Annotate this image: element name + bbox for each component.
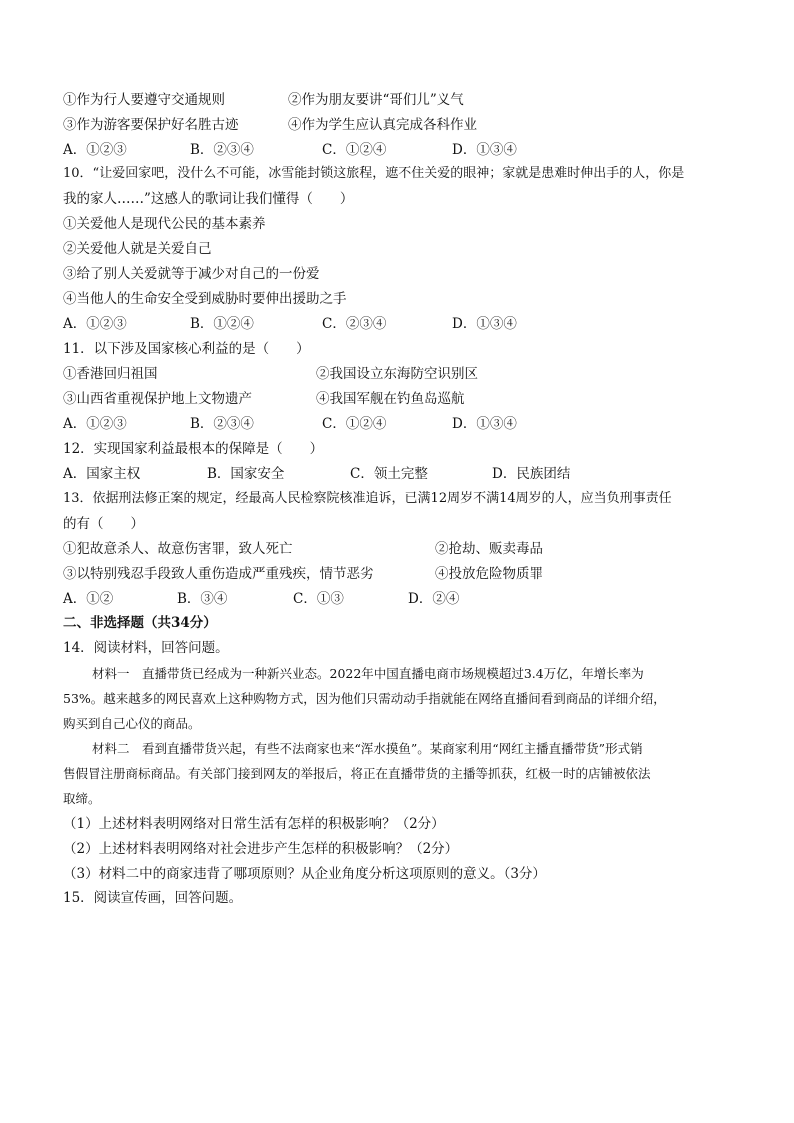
q9-choice-d: D．①③④ [452, 142, 517, 158]
q14-material1-line2: 53%。越来越多的网民喜欢上这种购物方式，因为他们只需动动手指就能在网络直播间看到商品的详细介绍， [63, 691, 666, 706]
q10-statement-1: ①关爱他人是现代公民的基本素养 [63, 216, 266, 232]
q11-option-4: ④我国军舰在钓鱼岛巡航 [316, 391, 465, 407]
q10-statement-3: ③给了别人关爱就等于减少对自己的一份爱 [63, 266, 320, 282]
q10-choice-a: A．①②③ [63, 316, 127, 332]
q11-choice-a: A．①②③ [63, 416, 127, 432]
q11-choice-b: B．②③④ [190, 416, 254, 432]
q13-stem-line1: 13．依据刑法修正案的规定，经最高人民检察院核准追诉，已满12周岁不满14周岁的人，应当负刑事责任 [63, 491, 672, 506]
q11-choice-c: C．①②④ [322, 416, 387, 432]
q11-option-3: ③山西省重视保护地上文物遗产 [63, 391, 252, 407]
q10-choice-c: C．②③④ [322, 316, 387, 332]
q10-stem-line1: 10．“让爱回家吧，没什么不可能，冰雪能封锁这旅程，遮不住关爱的眼神；家就是患难时伸出手的人，你是 [63, 166, 685, 181]
q11-option-2: ②我国设立东海防空识别区 [316, 366, 478, 382]
q9-choice-c: C．①②④ [322, 142, 387, 158]
q14-stem: 14．阅读材料，回答问题。 [63, 640, 229, 656]
q14-subquestion-2: （2）上述材料表明网络对社会进步产生怎样的积极影响？（2分） [63, 841, 459, 857]
q10-stem-line2: 我的家人……”这感人的歌词让我们懂得（ ） [63, 191, 354, 207]
q10-choice-d: D．①③④ [452, 316, 517, 332]
q12-stem: 12．实现国家利益最根本的保障是（ ） [63, 441, 324, 457]
q13-choice-d: D．②④ [408, 591, 460, 607]
q9-option-4: ④作为学生应认真完成各科作业 [288, 117, 477, 133]
q14-material1-line3: 购买到自己心仪的商品。 [63, 716, 201, 731]
q14-subquestion-3: （3）材料二中的商家违背了哪项原则？从企业角度分析这项原则的意义。（3分） [63, 866, 546, 882]
q12-choice-b: B．国家安全 [207, 466, 285, 482]
q9-option-2: ②作为朋友要讲“哥们儿”义气 [288, 92, 464, 108]
q14-subquestion-1: （1）上述材料表明网络对日常生活有怎样的积极影响？（2分） [63, 816, 445, 832]
q10-choice-b: B．①②④ [190, 316, 254, 332]
q13-stem-line2: 的有（ ） [63, 516, 144, 532]
q13-option-3: ③以特别残忍手段致人重伤造成严重残疾，情节恶劣 [63, 566, 374, 582]
q13-option-4: ④投放危险物质罪 [435, 566, 543, 582]
q9-choice-a: A．①②③ [63, 142, 127, 158]
q13-choice-b: B．③④ [177, 591, 228, 607]
q12-choice-d: D．民族团结 [492, 466, 571, 482]
section-title-nonchoice: 二、非选择题（共34分） [63, 615, 217, 631]
q9-option-3: ③作为游客要保护好名胜古迹 [63, 117, 239, 133]
q10-statement-2: ②关爱他人就是关爱自己 [63, 241, 212, 257]
q11-option-1: ①香港回归祖国 [63, 366, 158, 382]
q14-material1-line1: 材料一 直播带货已经成为一种新兴业态。2022年中国直播电商市场规模超过3.4万亿，年增长率为 [92, 666, 644, 681]
q9-option-1: ①作为行人要遵守交通规则 [63, 92, 225, 108]
q12-choice-a: A．国家主权 [63, 466, 141, 482]
q11-choice-d: D．①③④ [452, 416, 517, 432]
q13-option-2: ②抢劫、贩卖毒品 [435, 541, 543, 557]
q13-choice-a: A．①② [63, 591, 114, 607]
q10-statement-4: ④当他人的生命安全受到威胁时要伸出援助之手 [63, 291, 347, 307]
q14-material2-line3: 取缔。 [63, 791, 101, 806]
q14-material2-line2: 售假冒注册商标商品。有关部门接到网友的举报后，将正在直播带货的主播等抓获，红极一时的店铺被依法 [63, 766, 651, 781]
q15-stem: 15．阅读宣传画，回答问题。 [63, 890, 243, 906]
q11-stem: 11．以下涉及国家核心利益的是（ ） [63, 341, 310, 357]
q9-choice-b: B．②③④ [190, 142, 254, 158]
q13-choice-c: C．①③ [293, 591, 344, 607]
q13-option-1: ①犯故意杀人、故意伤害罪，致人死亡 [63, 541, 293, 557]
q14-material2-line1: 材料二 看到直播带货兴起，有些不法商家也来“浑水摸鱼”。某商家利用“网红主播直播带货”形式销 [92, 741, 643, 756]
q12-choice-c: C．领土完整 [350, 466, 428, 482]
